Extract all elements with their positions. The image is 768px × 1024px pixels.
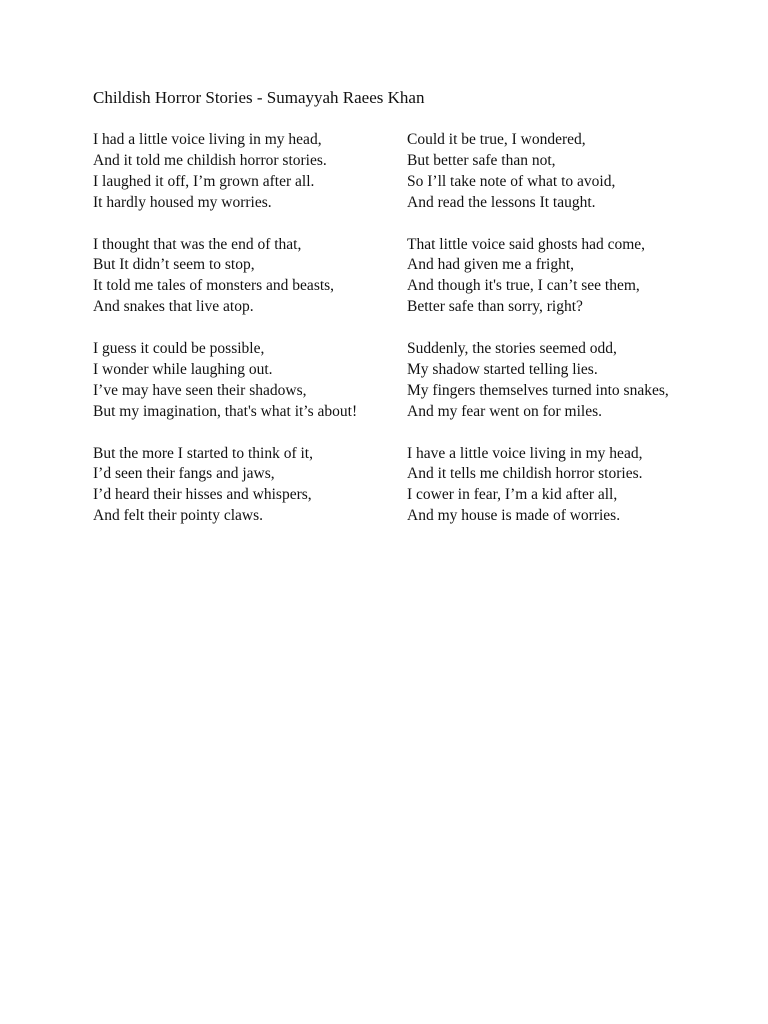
poem-line: But my imagination, that's what it’s about! <box>93 402 358 420</box>
poem-line: My fingers themselves turned into snakes, <box>407 381 669 399</box>
stanza <box>93 339 368 423</box>
stanza <box>407 444 669 528</box>
stanza <box>407 235 669 319</box>
poem-line: But better safe than not, <box>407 151 556 169</box>
poem-line: And my fear went on for miles. <box>407 402 602 420</box>
poem-line: I thought that was the end of that, <box>93 235 302 253</box>
left-column <box>93 130 368 548</box>
poem-line: I had a little voice living in my head, <box>93 131 322 148</box>
poem-line: I cower in fear, I’m a kid after all, <box>407 486 618 504</box>
poem-line: And felt their pointy claws. <box>93 507 264 525</box>
poem-line: But It didn’t seem to stop, <box>93 256 255 274</box>
poem-line: And though it's true, I can’t see them, <box>407 277 640 295</box>
poem-line: Better safe than sorry, right? <box>407 298 583 316</box>
poem-line: I’d heard their hisses and whispers, <box>93 486 312 504</box>
poem-line: My shadow started telling lies. <box>407 360 598 378</box>
poem-line: That little voice said ghosts had come, <box>407 235 646 253</box>
poem-title: Childish Horror Stories - Sumayyah Raees Khan <box>93 88 425 107</box>
poem-line: It told me tales of monsters and beasts, <box>93 277 335 295</box>
stanza <box>93 235 368 319</box>
poem-line: It hardly housed my worries. <box>93 193 272 211</box>
poem-line: Suddenly, the stories seemed odd, <box>407 340 617 358</box>
poem-line: Could it be true, I wondered, <box>407 131 586 148</box>
poem-line: I’d seen their fangs and jaws, <box>93 465 275 483</box>
stanza <box>93 444 368 528</box>
stanza <box>93 130 368 214</box>
poem-line: I wonder while laughing out. <box>93 360 273 378</box>
poem-line: I’ve may have seen their shadows, <box>93 381 307 399</box>
right-column <box>407 130 669 548</box>
poem-line: And snakes that live atop. <box>93 298 254 316</box>
poem-line: And had given me a fright, <box>407 256 575 274</box>
poem-line: And read the lessons It taught. <box>407 193 596 211</box>
poem-line: So I’ll take note of what to avoid, <box>407 172 616 190</box>
stanza <box>407 339 669 423</box>
poem-line: I laughed it off, I’m grown after all. <box>93 172 315 190</box>
poem-line: I guess it could be possible, <box>93 340 265 358</box>
poem-line: I have a little voice living in my head, <box>407 444 643 462</box>
poem-line: But the more I started to think of it, <box>93 444 313 462</box>
stanza <box>407 130 669 214</box>
poem-line: And it tells me childish horror stories. <box>407 465 643 483</box>
poem-line: And it told me childish horror stories. <box>93 151 327 169</box>
poem-line: And my house is made of worries. <box>407 507 621 525</box>
